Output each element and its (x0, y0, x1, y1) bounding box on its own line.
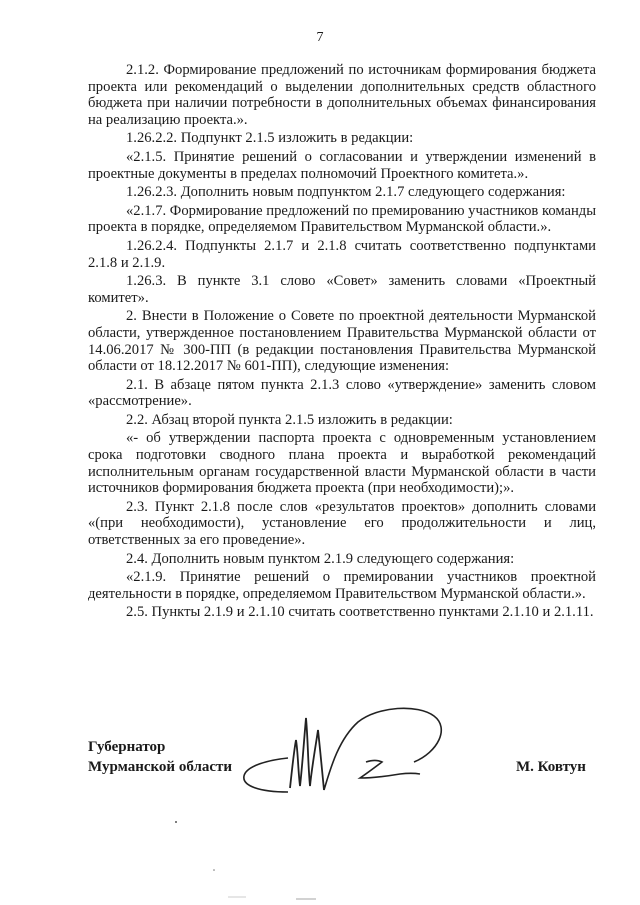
paragraph-quote-2-1-5: «2.1.5. Принятие решений о согласовании и утверждении изменений в проектные документы в пределах полномочий Проектного комитета.». (88, 148, 596, 182)
paragraph-2-2: 2.2. Абзац второй пункта 2.1.5 изложить в редакции: (126, 411, 453, 428)
page-number: 7 (316, 30, 324, 45)
paragraph-quote-2-1-9: «2.1.9. Принятие решений о премировании участников проектной деятельности в порядке, определяемом Правительством Мурманской области.». (88, 569, 596, 602)
paragraph-2-1: 2.1. В абзаце пятом пункта 2.1.3 слово «утверждение» заменить словом «рассмотрение». (88, 376, 596, 410)
paragraph-1-26-2-2: 1.26.2.2. Подпункт 2.1.5 изложить в редакции: (126, 130, 414, 147)
paragraph-1-26-2-3: 1.26.2.3. Дополнить новым подпунктом 2.1.7 следующего содержания: (126, 184, 566, 201)
paragraph-2-5: 2.5. Пункты 2.1.9 и 2.1.10 считать соответственно пунктами 2.1.10 и 2.1.11. (126, 604, 594, 621)
signatory-title-line2: Мурманской области (88, 759, 233, 775)
paragraph-1-26-2-4: 1.26.2.4. Подпункты 2.1.7 и 2.1.8 считать соответственно подпунктами 2.1.8 и 2.1.9. (88, 237, 596, 271)
document-body (88, 62, 596, 623)
signatory-title (88, 737, 232, 777)
paragraph-quote-abzac: «- об утверждении паспорта проекта с одновременным установлением срока подготовки сводного плана проекта и выработкой рекомендаций исполнительным органам государственной власти Мурманской области в части источников формирования бюджета проекта (при необходимости);». (88, 430, 596, 497)
paragraph-quote-2-1-7: «2.1.7. Формирование предложений по премированию участников команды проекта в порядке, определяемом Правительством Мурманской области.». (88, 202, 596, 236)
paragraph-2: 2. Внести в Положение о Совете по проектной деятельности Мурманской области, утвержденное постановлением Правительства Мурманской области от 14.06.2017 № 300-ПП (в редакции постановления Правительства Мурманской области от 18.12.2017 № 601-ПП), следующие изменения: (88, 308, 596, 375)
paragraph-2-1-2: 2.1.2. Формирование предложений по источникам формирования бюджета проекта или рекомендаций о выделении дополнительных средств областного бюджета при наличии потребности в дополнительных объемах финансирования на реализацию проекта.». (88, 62, 596, 128)
signatory-title-line1: Губернатор (88, 739, 166, 755)
signatory-name: М. Ковтун (516, 759, 586, 775)
paragraph-2-4: 2.4. Дополнить новым пунктом 2.1.9 следующего содержания: (126, 550, 515, 567)
handwritten-signature (238, 700, 488, 810)
paragraph-2-3: 2.3. Пункт 2.1.8 после слов «результатов проектов» дополнить словами «(при необходимости), установление его продолжительности и лиц, ответственных за его проведение». (88, 498, 596, 549)
paragraph-1-26-3: 1.26.3. В пункте 3.1 слово «Совет» заменить словами «Проектный комитет». (88, 273, 596, 306)
